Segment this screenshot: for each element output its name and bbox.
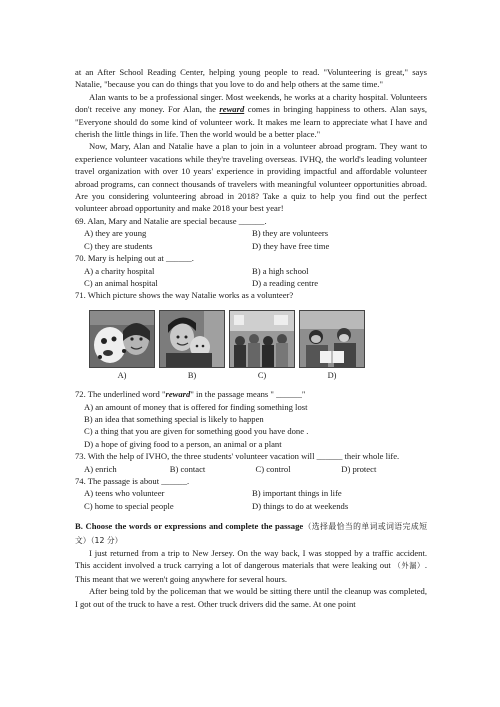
chinese-gloss: （外漏）	[393, 561, 425, 571]
picture-options	[89, 310, 365, 382]
question-71	[75, 289, 427, 382]
question-stem: 73. With the help of IVHO, the three students' volunteer vacation will ______ their whole life.	[75, 451, 400, 462]
picture-label-d: D)	[327, 370, 337, 380]
passage-paragraph-3: Now, Mary, Alan and Natalie have a plan to join in a volunteer abroad program. They want to experience volunteer vacations while they're traveling overseas. IVHQ, the world's leading volunteer travel organization with over 10 years' experience in providing impactful and affordable volunteer abroad programs, can connect thousands of travelers with meaningful volunteer opportunities abroad. Are you considering volunteering abroad in 2018? Take a quiz to help you find out the perfect volunteer abroad opportunity and make 2018 your best year!	[75, 141, 427, 214]
option-b: B) contact	[169, 463, 206, 474]
option-d: D) they have free time	[252, 240, 330, 251]
picture-label-c: C)	[257, 370, 267, 380]
question-stem: 74. The passage is about ______.	[75, 475, 190, 486]
option-a: A) an amount of money that is offered for finding something lost	[84, 401, 308, 412]
option-d: D) a hope of giving food to a person, an animal or a plant	[84, 438, 282, 449]
option-c: C) control	[255, 463, 291, 474]
question-74	[75, 475, 427, 512]
picture-option-a	[89, 310, 155, 382]
option-c: C) they are students	[84, 240, 153, 251]
picture-option-b	[159, 310, 225, 382]
section-b-heading: B. Choose the words or expressions and complete the passage（选择最恰当的单词或词语完成短文）（12 分）	[75, 521, 427, 545]
question-stem: 72. The underlined word "reward" in the passage means " ______"	[75, 389, 306, 400]
question-stem: 71. Which picture shows the way Natalie works as a volunteer?	[75, 290, 294, 301]
option-d: D) protect	[341, 463, 377, 474]
option-b: B) an idea that something special is likely to happen	[84, 413, 264, 424]
option-b: B) a high school	[252, 265, 309, 276]
section-b-paragraph-2: After being told by the policeman that we would be sitting there until the cleanup was completed, I got out of the truck to have a rest. Other truck drivers did the same. At one point	[75, 586, 427, 609]
question-stem: 70. Mary is helping out at ______.	[75, 253, 194, 264]
option-a: A) a charity hospital	[84, 265, 155, 276]
quoted-word-reward: reward	[165, 389, 191, 400]
picture-label-b: B)	[187, 370, 197, 380]
photo-girl-with-child	[159, 310, 225, 368]
section-b-paragraph-1: I just returned from a trip to New Jersey. On the way back, I was stopped by a traffic accident. This accident involved a truck carrying a lot of dangerous materials that were leaking out （外漏）. This meant that we weren't going anywhere for several hours.	[75, 548, 427, 584]
option-a: A) teens who volunteer	[84, 488, 165, 499]
option-a: A) they are young	[84, 228, 147, 239]
passage-paragraph-2: Alan wants to be a professional singer. Most weekends, he works at a charity hospital. Volunteers don't receive any money. For Alan, the reward comes in bringing happiness to others. Alan says, "Everyone should do some kind of volunteer work. It makes me learn to appreciate what I have and cherish the little things in life. Then the world would be a better place."	[75, 91, 427, 140]
question-stem: 69. Alan, Mary and Natalie are special because ______.	[75, 215, 267, 226]
photo-crowd-at-event	[229, 310, 295, 368]
option-c: C) home to special people	[84, 500, 174, 511]
question-70	[75, 252, 427, 289]
passage-paragraph-1: at an After School Reading Center, helping young people to read. "Volunteering is great," says Natalie, "because you can do things that you love to do and help others at the same time."	[75, 67, 427, 90]
question-72	[75, 388, 427, 450]
photo-children-reading	[299, 310, 365, 368]
underlined-word-reward: reward	[219, 104, 245, 115]
option-c: C) an animal hospital	[84, 277, 158, 288]
question-73	[75, 450, 427, 475]
question-69	[75, 215, 427, 252]
photo-girl-with-dog	[89, 310, 155, 368]
option-c: C) a thing that you are given for something good you have done .	[84, 426, 309, 437]
option-b: B) important things in life	[252, 488, 342, 499]
picture-option-d	[299, 310, 365, 382]
content	[75, 66, 427, 610]
option-b: B) they are volunteers	[252, 228, 329, 239]
option-d: D) a reading centre	[252, 277, 319, 288]
option-d: D) things to do at weekends	[252, 500, 349, 511]
option-a: A) enrich	[84, 463, 117, 474]
picture-option-c	[229, 310, 295, 382]
picture-label-a: A)	[117, 370, 127, 380]
